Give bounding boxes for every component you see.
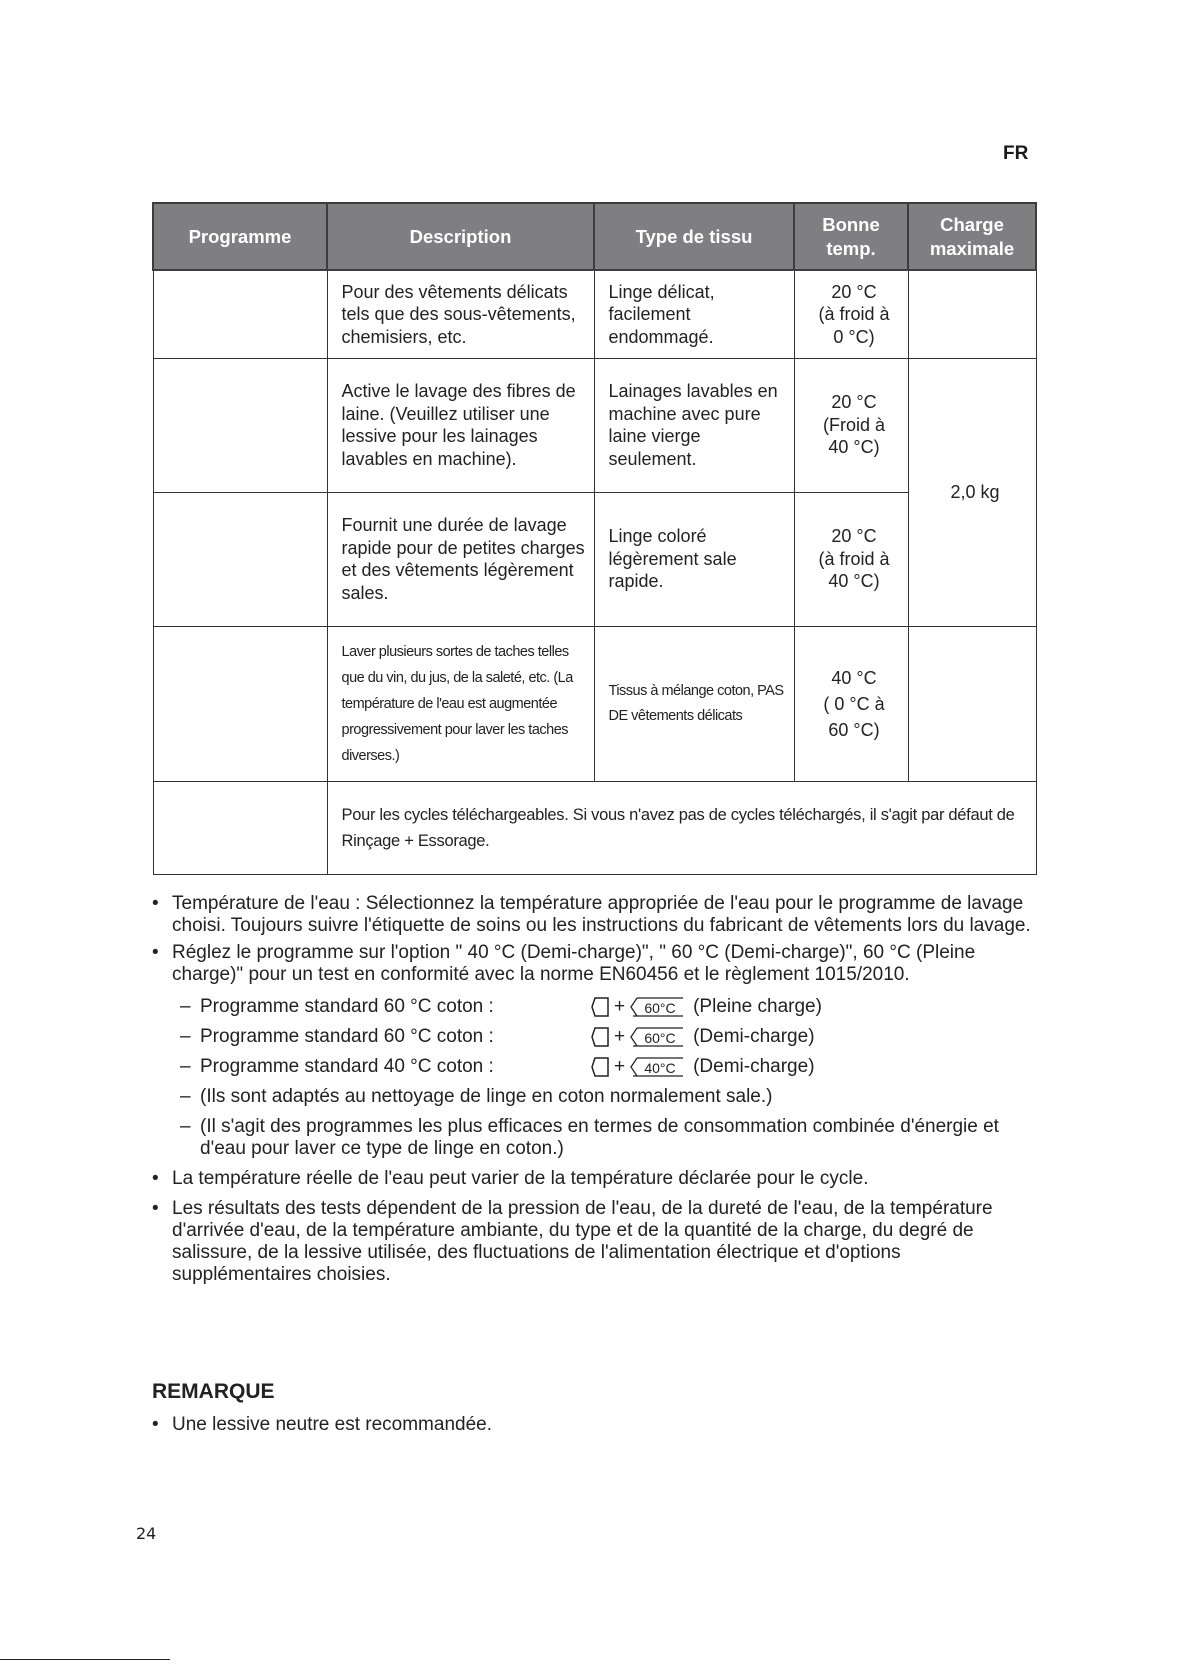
fabric-cell: Lainages lavables en machine avec pure laine vierge seulement. bbox=[594, 358, 794, 492]
temp-cell: 20 °C (Froid à 40 °C) bbox=[794, 358, 908, 492]
standard-program-item: – Programme standard 60 °C coton : + 60°C (Pleine charge) bbox=[180, 996, 822, 1017]
header-charge: Charge maximale bbox=[908, 203, 1036, 270]
plus-sign: + bbox=[614, 996, 626, 1017]
table-row bbox=[153, 626, 1036, 781]
header-programme: Programme bbox=[153, 203, 327, 270]
fabric-cell: Linge délicat, facilement endommagé. bbox=[594, 270, 794, 358]
charge-cell bbox=[908, 626, 1036, 781]
cotton-symbol-icon bbox=[590, 996, 610, 1018]
standard-program-item: – Programme standard 60 °C coton : + 60°C (Demi-charge) bbox=[180, 1026, 815, 1047]
results-note: • Les résultats des tests dépendent de la pression de l'eau, de la dureté de l'eau, de la température d'arrivée d'eau, de la température ambiante, du type et de la quantité de la charge, du degré de salissure, de la lessive utilisée, des fluctuations de l'alimentation électrique et d'options supplémentaires choisies. bbox=[152, 1198, 1032, 1286]
description-cell: Fournit une durée de lavage rapide pour de petites charges et des vêtements légèrement sales. bbox=[327, 492, 594, 626]
fabric-cell: Tissus à mélange coton, PAS DE vêtements délicats bbox=[594, 626, 794, 781]
suited-note: – (Ils sont adaptés au nettoyage de linge en coton normalement sale.) bbox=[180, 1086, 773, 1107]
programme-cell bbox=[153, 626, 327, 781]
cotton-program-symbol bbox=[590, 995, 685, 1019]
temperature-badge-icon bbox=[629, 995, 685, 1019]
fabric-cell: Linge coloré légèrement sale rapide. bbox=[594, 492, 794, 626]
programme-cell bbox=[153, 492, 327, 626]
temperature-badge-text: 60°C bbox=[644, 1000, 676, 1016]
temp-cell: 20 °C (à froid à 0 °C) bbox=[794, 270, 908, 358]
programme-cell bbox=[153, 270, 327, 358]
programme-cell bbox=[153, 781, 327, 874]
description-cell: Pour des vêtements délicats tels que des sous-vêtements, chemisiers, etc. bbox=[327, 270, 594, 358]
table-header-row bbox=[153, 203, 1036, 270]
temperature-badge-icon bbox=[629, 1055, 685, 1079]
cotton-program-symbol bbox=[590, 1055, 685, 1079]
temperature-badge-text: 60°C bbox=[644, 1030, 676, 1046]
standard-program-label: Programme standard 60 °C coton : bbox=[200, 1026, 494, 1047]
page-number: 24 bbox=[136, 1524, 157, 1543]
water-temp-note: • Température de l'eau : Sélectionnez la température appropriée de l'eau pour le programme de lavage choisi. Toujours suivre l'étiquette de soins ou les instructions du fabricant de vêtements lors du lavage. bbox=[152, 893, 1032, 937]
description-cell: Active le lavage des fibres de laine. (Veuillez utiliser une lessive pour les lainages lavables en machine). bbox=[327, 358, 594, 492]
cotton-symbol-icon bbox=[590, 1056, 610, 1078]
temp-cell: 20 °C (à froid à 40 °C) bbox=[794, 492, 908, 626]
temperature-badge-text: 40°C bbox=[644, 1060, 676, 1076]
download-description: Pour les cycles téléchargeables. Si vous n'avez pas de cycles téléchargés, il s'agit par défaut de Rinçage + Essorage. bbox=[327, 781, 1036, 874]
efficient-note: – (Il s'agit des programmes les plus efficaces en termes de consommation combinée d'énergie et d'eau pour laver ce type de linge en coton.) bbox=[180, 1116, 999, 1159]
remark-note: • Une lessive neutre est recommandée. bbox=[152, 1414, 1032, 1436]
load-type: (Pleine charge) bbox=[693, 996, 822, 1017]
temperature-badge-icon bbox=[629, 1025, 685, 1049]
plus-sign: + bbox=[614, 1026, 626, 1047]
load-type: (Demi-charge) bbox=[693, 1026, 815, 1047]
cotton-symbol-icon bbox=[590, 1026, 610, 1048]
header-description: Description bbox=[327, 203, 594, 270]
plus-sign: + bbox=[614, 1056, 626, 1077]
language-code: FR bbox=[1003, 143, 1029, 164]
charge-cell bbox=[908, 270, 1036, 358]
standard-program-item: – Programme standard 40 °C coton : + 40°C (Demi-charge) bbox=[180, 1056, 815, 1077]
remark-title: REMARQUE bbox=[152, 1380, 275, 1403]
table-row bbox=[153, 781, 1036, 874]
standard-program-label: Programme standard 60 °C coton : bbox=[200, 996, 494, 1017]
header-fabric: Type de tissu bbox=[594, 203, 794, 270]
actual-temp-note: • La température réelle de l'eau peut varier de la température déclarée pour le cycle. bbox=[152, 1168, 1032, 1190]
set-program-note: • Réglez le programme sur l'option " 40 °C (Demi-charge)", " 60 °C (Demi-charge)", 60 °C (Pleine charge)" pour un test en conformité avec la norme EN60456 et le règlement 1015/2010. bbox=[152, 942, 1032, 986]
temp-cell: 40 °C ( 0 °C à 60 °C) bbox=[794, 626, 908, 781]
standard-program-label: Programme standard 40 °C coton : bbox=[200, 1056, 494, 1077]
cotton-program-symbol bbox=[590, 1025, 685, 1049]
table-row bbox=[153, 492, 1036, 626]
footer-line bbox=[0, 1659, 170, 1660]
header-temp: Bonne temp. bbox=[794, 203, 908, 270]
notes-section bbox=[152, 893, 1032, 1291]
remark-section bbox=[152, 1414, 1032, 1441]
programme-cell bbox=[153, 358, 327, 492]
max-charge-cell: 2,0 kg bbox=[908, 358, 1036, 626]
description-cell: Laver plusieurs sortes de taches telles que du vin, du jus, de la saleté, etc. (La température de l'eau est augmentée progressivement pour laver les taches diverses.) bbox=[327, 626, 594, 781]
program-table bbox=[152, 202, 1037, 875]
table-row bbox=[153, 270, 1036, 358]
load-type: (Demi-charge) bbox=[693, 1056, 815, 1077]
table-row bbox=[153, 358, 1036, 492]
